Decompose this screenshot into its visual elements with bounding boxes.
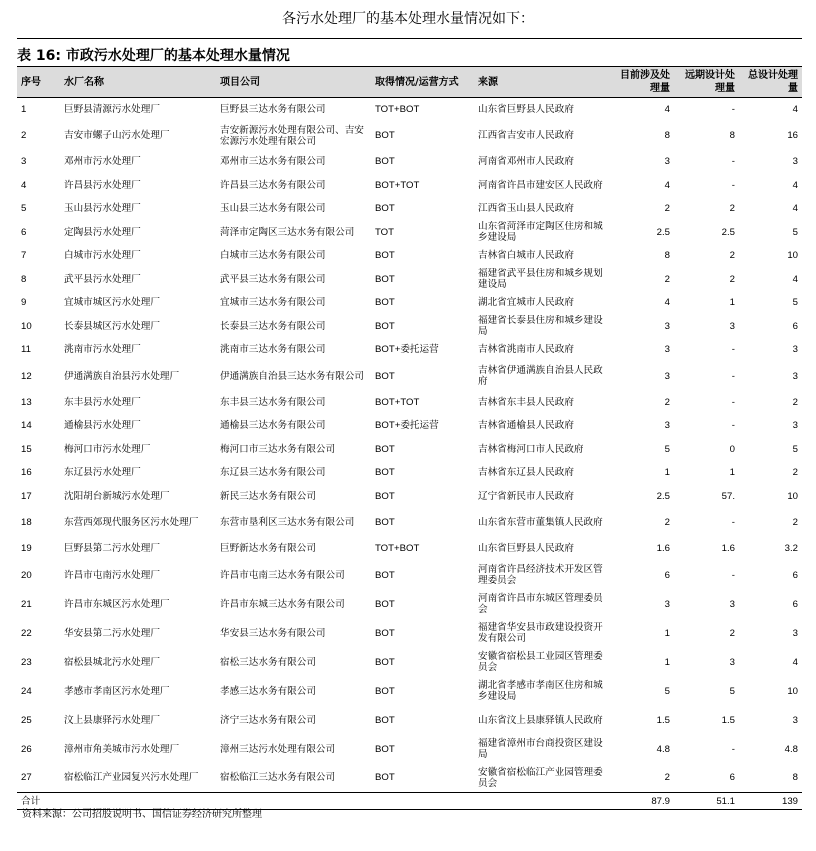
col-header-planned: 远期设计处理量: [674, 67, 739, 98]
cell-index: 9: [21, 297, 27, 309]
cell-mode: BOT+TOT: [375, 396, 420, 408]
table-row: [17, 391, 802, 415]
cell-mode: BOT: [375, 250, 395, 262]
cell-total: 10: [787, 490, 798, 502]
cell-plant-name: 宿松临江产业园复兴污水处理厂: [64, 772, 199, 784]
cell-mode: BOT: [375, 130, 395, 141]
cell-plant-name: 许昌市东城区污水处理厂: [64, 598, 170, 610]
cell-total: 6: [792, 320, 798, 332]
table-title: 表 16: 市政污水处理厂的基本处理水量情况: [17, 48, 290, 64]
cell-total: 6: [792, 569, 798, 581]
cell-mode: BOT: [375, 273, 395, 285]
cell-mode: BOT: [375, 370, 395, 382]
cell-source: 河南省邓州市人民政府: [478, 156, 574, 168]
cell-index: 26: [21, 743, 32, 755]
cell-total: 3: [792, 370, 798, 382]
cell-index: 14: [21, 420, 32, 432]
cell-mode: TOT+BOT: [375, 543, 420, 555]
cell-plant-name: 通榆县污水处理厂: [64, 420, 141, 432]
cell-planned: 0: [729, 443, 735, 455]
cell-company: 巨野新达水务有限公司: [220, 543, 316, 555]
cell-planned: -: [731, 743, 735, 755]
col-header-name: 水厂名称: [60, 67, 216, 98]
cell-current: 6: [664, 569, 670, 581]
cell-company: 宿松三达水务有限公司: [220, 656, 316, 668]
cell-total: 16: [787, 130, 798, 141]
cell-planned: 5: [729, 685, 735, 697]
cell-index: 17: [21, 490, 32, 502]
cell-company: 巨野县三达水务有限公司: [220, 104, 326, 115]
cell-total: 6: [792, 598, 798, 610]
total-total: 139: [739, 793, 802, 810]
cell-mode: BOT: [375, 772, 395, 784]
cell-source: 辽宁省新民市人民政府: [478, 490, 574, 502]
cell-index: 7: [21, 250, 27, 262]
cell-source: 河南省许昌市东城区管理委员会: [478, 593, 603, 615]
cell-planned: 8: [729, 130, 735, 141]
cell-plant-name: 漳州市角美城市污水处理厂: [64, 743, 180, 755]
cell-current: 4: [664, 297, 670, 309]
cell-source: 江西省玉山县人民政府: [478, 203, 574, 215]
cell-mode: BOT: [375, 156, 395, 168]
cell-index: 25: [21, 714, 32, 726]
table-row: [17, 98, 802, 122]
table-row: [17, 648, 802, 677]
col-header-source: 来源: [474, 67, 609, 98]
cell-company: 东丰县三达水务有限公司: [220, 396, 326, 408]
cell-total: 2: [792, 467, 798, 479]
cell-index: 6: [21, 226, 27, 238]
cell-current: 3: [664, 598, 670, 610]
cell-company: 济宁三达水务有限公司: [220, 714, 316, 726]
cell-current: 4: [664, 179, 670, 191]
cell-source: 江西省吉安市人民政府: [478, 130, 574, 141]
cell-planned: 2.5: [721, 226, 735, 238]
cell-mode: BOT: [375, 517, 395, 528]
total-label: 合计: [17, 793, 609, 810]
cell-plant-name: 邓州市污水处理厂: [64, 156, 141, 168]
cell-plant-name: 华安县第二污水处理厂: [64, 627, 160, 639]
cell-plant-name: 东营西郊现代服务区污水处理厂: [64, 517, 199, 528]
cell-company: 武平县三达水务有限公司: [220, 273, 326, 285]
col-header-current: 目前涉及处理量: [609, 67, 674, 98]
cell-total: 10: [787, 685, 798, 697]
cell-mode: BOT: [375, 203, 395, 215]
table-row: [17, 291, 802, 315]
cell-company: 伊通满族自治县三达水务有限公司: [220, 370, 364, 382]
cell-mode: BOT: [375, 685, 395, 697]
table-row: [17, 619, 802, 648]
cell-plant-name: 东丰县污水处理厂: [64, 396, 141, 408]
cell-source: 吉林省洮南市人民政府: [478, 344, 574, 356]
table-body: [17, 98, 802, 793]
cell-mode: BOT: [375, 627, 395, 639]
cell-source: 吉林省伊通满族自治县人民政府: [478, 365, 603, 387]
cell-total: 4: [792, 273, 798, 285]
cell-plant-name: 梅河口市污水处理厂: [64, 443, 151, 455]
cell-planned: 1: [729, 467, 735, 479]
cell-total: 5: [792, 297, 798, 309]
cell-mode: BOT: [375, 743, 395, 755]
cell-current: 1: [664, 467, 670, 479]
table-row: [17, 735, 802, 764]
cell-total: 2: [792, 396, 798, 408]
table-row: [17, 362, 802, 391]
cell-index: 16: [21, 467, 32, 479]
cell-current: 4.8: [656, 743, 670, 755]
cell-company: 漳州三达污水处理有限公司: [220, 743, 336, 755]
cell-current: 2: [664, 273, 670, 285]
cell-current: 5: [664, 685, 670, 697]
cell-total: 8: [792, 772, 798, 784]
cell-total: 4.8: [784, 743, 798, 755]
cell-mode: BOT: [375, 490, 395, 502]
cell-company: 宿松临江三达水务有限公司: [220, 772, 336, 784]
cell-current: 4: [664, 104, 670, 115]
cell-plant-name: 巨野县第二污水处理厂: [64, 543, 160, 555]
table-row: [17, 268, 802, 292]
cell-current: 1.5: [656, 714, 670, 726]
cell-current: 8: [664, 130, 670, 141]
cell-mode: BOT+委托运营: [375, 420, 439, 432]
cell-plant-name: 白城市污水处理厂: [64, 250, 141, 262]
cell-plant-name: 长泰县城区污水处理厂: [64, 320, 160, 332]
cell-planned: -: [731, 517, 735, 528]
cell-index: 13: [21, 396, 32, 408]
cell-total: 3.2: [784, 543, 798, 555]
cell-current: 3: [664, 156, 670, 168]
cell-source: 吉林省白城市人民政府: [478, 250, 574, 262]
cell-current: 3: [664, 370, 670, 382]
cell-mode: BOT: [375, 297, 395, 309]
cell-company: 许昌市东城三达水务有限公司: [220, 598, 345, 610]
cell-company: 宜城市三达水务有限公司: [220, 297, 326, 309]
cell-current: 1: [664, 627, 670, 639]
cell-index: 11: [21, 344, 31, 356]
table-title-bar: [17, 38, 802, 63]
cell-mode: BOT+委托运营: [375, 344, 439, 356]
cell-source: 山东省巨野县人民政府: [478, 104, 574, 115]
cell-company: 通榆县三达水务有限公司: [220, 420, 326, 432]
cell-planned: -: [731, 344, 735, 356]
cell-planned: 3: [729, 320, 735, 332]
cell-total: 3: [792, 627, 798, 639]
cell-planned: -: [731, 370, 735, 382]
table-row: [17, 414, 802, 438]
cell-planned: 3: [729, 598, 735, 610]
table-row: [17, 315, 802, 339]
cell-source: 山东省菏泽市定陶区住房和城乡建设局: [478, 221, 603, 244]
cell-current: 2.5: [656, 226, 670, 238]
cell-source: 湖北省宜城市人民政府: [478, 297, 574, 309]
cell-source: 吉林省通榆县人民政府: [478, 420, 574, 432]
cell-planned: 2: [729, 273, 735, 285]
cell-plant-name: 宜城市城区污水处理厂: [64, 297, 160, 309]
table-row: [17, 677, 802, 706]
table-header-row: [17, 67, 802, 98]
cell-source: 山东省巨野县人民政府: [478, 543, 574, 555]
cell-index: 10: [21, 320, 32, 332]
table-row: [17, 338, 802, 362]
table-row: [17, 485, 802, 509]
cell-plant-name: 定陶县污水处理厂: [64, 226, 141, 238]
cell-plant-name: 东辽县污水处理厂: [64, 467, 141, 479]
cell-company: 洮南市三达水务有限公司: [220, 344, 326, 356]
cell-total: 3: [792, 156, 798, 168]
cell-total: 5: [792, 443, 798, 455]
intro-text: 各污水处理厂的基本处理水量情况如下：: [282, 11, 534, 27]
cell-mode: BOT: [375, 467, 395, 479]
cell-index: 19: [21, 543, 32, 555]
cell-company: 许昌市屯南三达水务有限公司: [220, 569, 345, 581]
cell-index: 27: [21, 772, 32, 784]
cell-index: 1: [21, 104, 27, 115]
table-row: [17, 244, 802, 268]
cell-current: 2: [664, 203, 670, 215]
cell-company: 华安县三达水务有限公司: [220, 627, 326, 639]
cell-source: 吉林省东辽县人民政府: [478, 467, 574, 479]
col-header-idx: 序号: [17, 67, 60, 98]
cell-plant-name: 巨野县清源污水处理厂: [64, 104, 160, 115]
cell-source: 福建省武平县住房和城乡规划建设局: [478, 268, 603, 291]
cell-source: 福建省长泰县住房和城乡建设局: [478, 315, 603, 338]
cell-total: 3: [792, 344, 798, 356]
cell-planned: -: [731, 104, 735, 115]
cell-mode: BOT+TOT: [375, 179, 420, 191]
cell-plant-name: 宿松县城北污水处理厂: [64, 656, 160, 668]
cell-index: 23: [21, 656, 32, 668]
cell-planned: 57.: [721, 490, 735, 502]
cell-plant-name: 汶上县康驿污水处理厂: [64, 714, 160, 726]
cell-current: 8: [664, 250, 670, 262]
cell-source: 河南省许昌经济技术开发区管理委员会: [478, 564, 603, 586]
cell-planned: 3: [729, 656, 735, 668]
col-header-mode: 取得情况/运营方式: [371, 67, 474, 98]
cell-total: 5: [792, 226, 798, 238]
cell-company: 东营市垦利区三达水务有限公司: [220, 517, 355, 528]
table-row: [17, 508, 802, 537]
cell-total: 4: [792, 203, 798, 215]
cell-planned: -: [731, 179, 735, 191]
cell-total: 10: [787, 250, 798, 262]
cell-current: 1: [664, 656, 670, 668]
table-row: [17, 561, 802, 590]
total-current: 87.9: [609, 793, 674, 810]
table-row: [17, 174, 802, 198]
cell-index: 21: [21, 598, 32, 610]
cell-source: 安徽省宿松临江产业园管理委员会: [478, 766, 603, 789]
cell-planned: 1: [729, 297, 735, 309]
table-row: [17, 764, 802, 793]
cell-current: 2: [664, 396, 670, 408]
cell-index: 8: [21, 273, 27, 285]
cell-current: 3: [664, 344, 670, 356]
table-row: [17, 438, 802, 462]
table-row: [17, 706, 802, 735]
cell-source: 山东省汶上县康驿镇人民政府: [478, 714, 603, 726]
cell-planned: -: [731, 396, 735, 408]
cell-mode: BOT: [375, 443, 395, 455]
cell-planned: 2: [729, 627, 735, 639]
cell-company: 东辽县三达水务有限公司: [220, 467, 326, 479]
cell-total: 4: [792, 179, 798, 191]
cell-mode: BOT: [375, 656, 395, 668]
cell-current: 2: [664, 517, 670, 528]
cell-index: 12: [21, 370, 32, 382]
cell-plant-name: 吉安市螺子山污水处理厂: [64, 130, 170, 141]
cell-current: 1.6: [656, 543, 670, 555]
cell-company: 白城市三达水务有限公司: [220, 250, 326, 262]
cell-company: 邓州市三达水务有限公司: [220, 156, 326, 168]
cell-plant-name: 许昌市屯南污水处理厂: [64, 569, 160, 581]
cell-plant-name: 伊通满族自治县污水处理厂: [64, 370, 180, 382]
total-planned: 51.1: [674, 793, 739, 810]
cell-total: 3: [792, 714, 798, 726]
cell-planned: 1.6: [721, 543, 735, 555]
cell-plant-name: 洮南市污水处理厂: [64, 344, 141, 356]
cell-planned: 2: [729, 250, 735, 262]
cell-index: 5: [21, 203, 27, 215]
cell-index: 15: [21, 443, 32, 455]
cell-index: 3: [21, 156, 27, 168]
cell-index: 22: [21, 627, 32, 639]
cell-company: 玉山县三达水务有限公司: [220, 203, 326, 215]
cell-plant-name: 许昌县污水处理厂: [64, 179, 141, 191]
cell-plant-name: 玉山县污水处理厂: [64, 203, 141, 215]
cell-planned: 6: [729, 772, 735, 784]
water-plant-table: [17, 66, 802, 810]
table-row: [17, 121, 802, 150]
cell-mode: BOT: [375, 569, 395, 581]
col-header-company: 项目公司: [216, 67, 371, 98]
cell-company: 长泰县三达水务有限公司: [220, 320, 326, 332]
cell-planned: -: [731, 420, 735, 432]
cell-current: 2.5: [656, 490, 670, 502]
cell-total: 3: [792, 420, 798, 432]
cell-index: 20: [21, 569, 32, 581]
cell-company: 许昌县三达水务有限公司: [220, 179, 326, 191]
cell-company: 菏泽市定陶区三达水务有限公司: [220, 226, 355, 238]
table-row: [17, 590, 802, 619]
cell-current: 2: [664, 772, 670, 784]
cell-plant-name: 孝感市孝南区污水处理厂: [64, 685, 170, 697]
cell-source: 福建省漳州市台商投资区建设局: [478, 738, 603, 760]
cell-source: 湖北省孝感市孝南区住房和城乡建设局: [478, 680, 603, 702]
cell-source: 河南省许昌市建安区人民政府: [478, 179, 603, 191]
table-row: [17, 197, 802, 221]
cell-source: 吉林省梅河口市人民政府: [478, 443, 584, 455]
cell-company: 孝感三达水务有限公司: [220, 685, 316, 697]
cell-mode: BOT: [375, 598, 395, 610]
cell-index: 4: [21, 179, 27, 191]
cell-total: 4: [792, 104, 798, 115]
cell-index: 2: [21, 130, 27, 141]
cell-source: 山东省东营市董集镇人民政府: [478, 517, 603, 528]
cell-mode: BOT: [375, 714, 395, 726]
cell-plant-name: 武平县污水处理厂: [64, 273, 141, 285]
cell-plant-name: 沈阳胡台新城污水处理厂: [64, 490, 170, 502]
cell-planned: 2: [729, 203, 735, 215]
source-note: 资料来源：公司招股说明书、国信证券经济研究所整理: [22, 809, 262, 820]
cell-planned: 1.5: [721, 714, 735, 726]
table-row: [17, 461, 802, 485]
cell-mode: TOT: [375, 226, 395, 238]
cell-source: 吉林省东丰县人民政府: [478, 396, 574, 408]
cell-current: 5: [664, 443, 670, 455]
cell-index: 18: [21, 517, 32, 528]
table-row: [17, 537, 802, 561]
cell-current: 3: [664, 420, 670, 432]
cell-mode: TOT+BOT: [375, 104, 420, 115]
cell-company: 梅河口市三达水务有限公司: [220, 443, 336, 455]
cell-planned: -: [731, 569, 735, 581]
cell-index: 24: [21, 685, 32, 697]
col-header-total: 总设计处理量: [739, 67, 802, 98]
cell-mode: BOT: [375, 320, 395, 332]
table-row: [17, 150, 802, 174]
cell-total: 4: [792, 656, 798, 668]
cell-total: 2: [792, 517, 798, 528]
table-row: [17, 221, 802, 245]
cell-current: 3: [664, 320, 670, 332]
cell-company: 吉安新源污水处理有限公司、吉安宏源污水处理有限公司: [220, 124, 364, 147]
cell-company: 新民三达水务有限公司: [220, 490, 316, 502]
cell-source: 福建省华安县市政建设投资开发有限公司: [478, 622, 603, 644]
cell-planned: -: [731, 156, 735, 168]
cell-source: 安徽省宿松县工业园区管理委员会: [478, 651, 603, 673]
